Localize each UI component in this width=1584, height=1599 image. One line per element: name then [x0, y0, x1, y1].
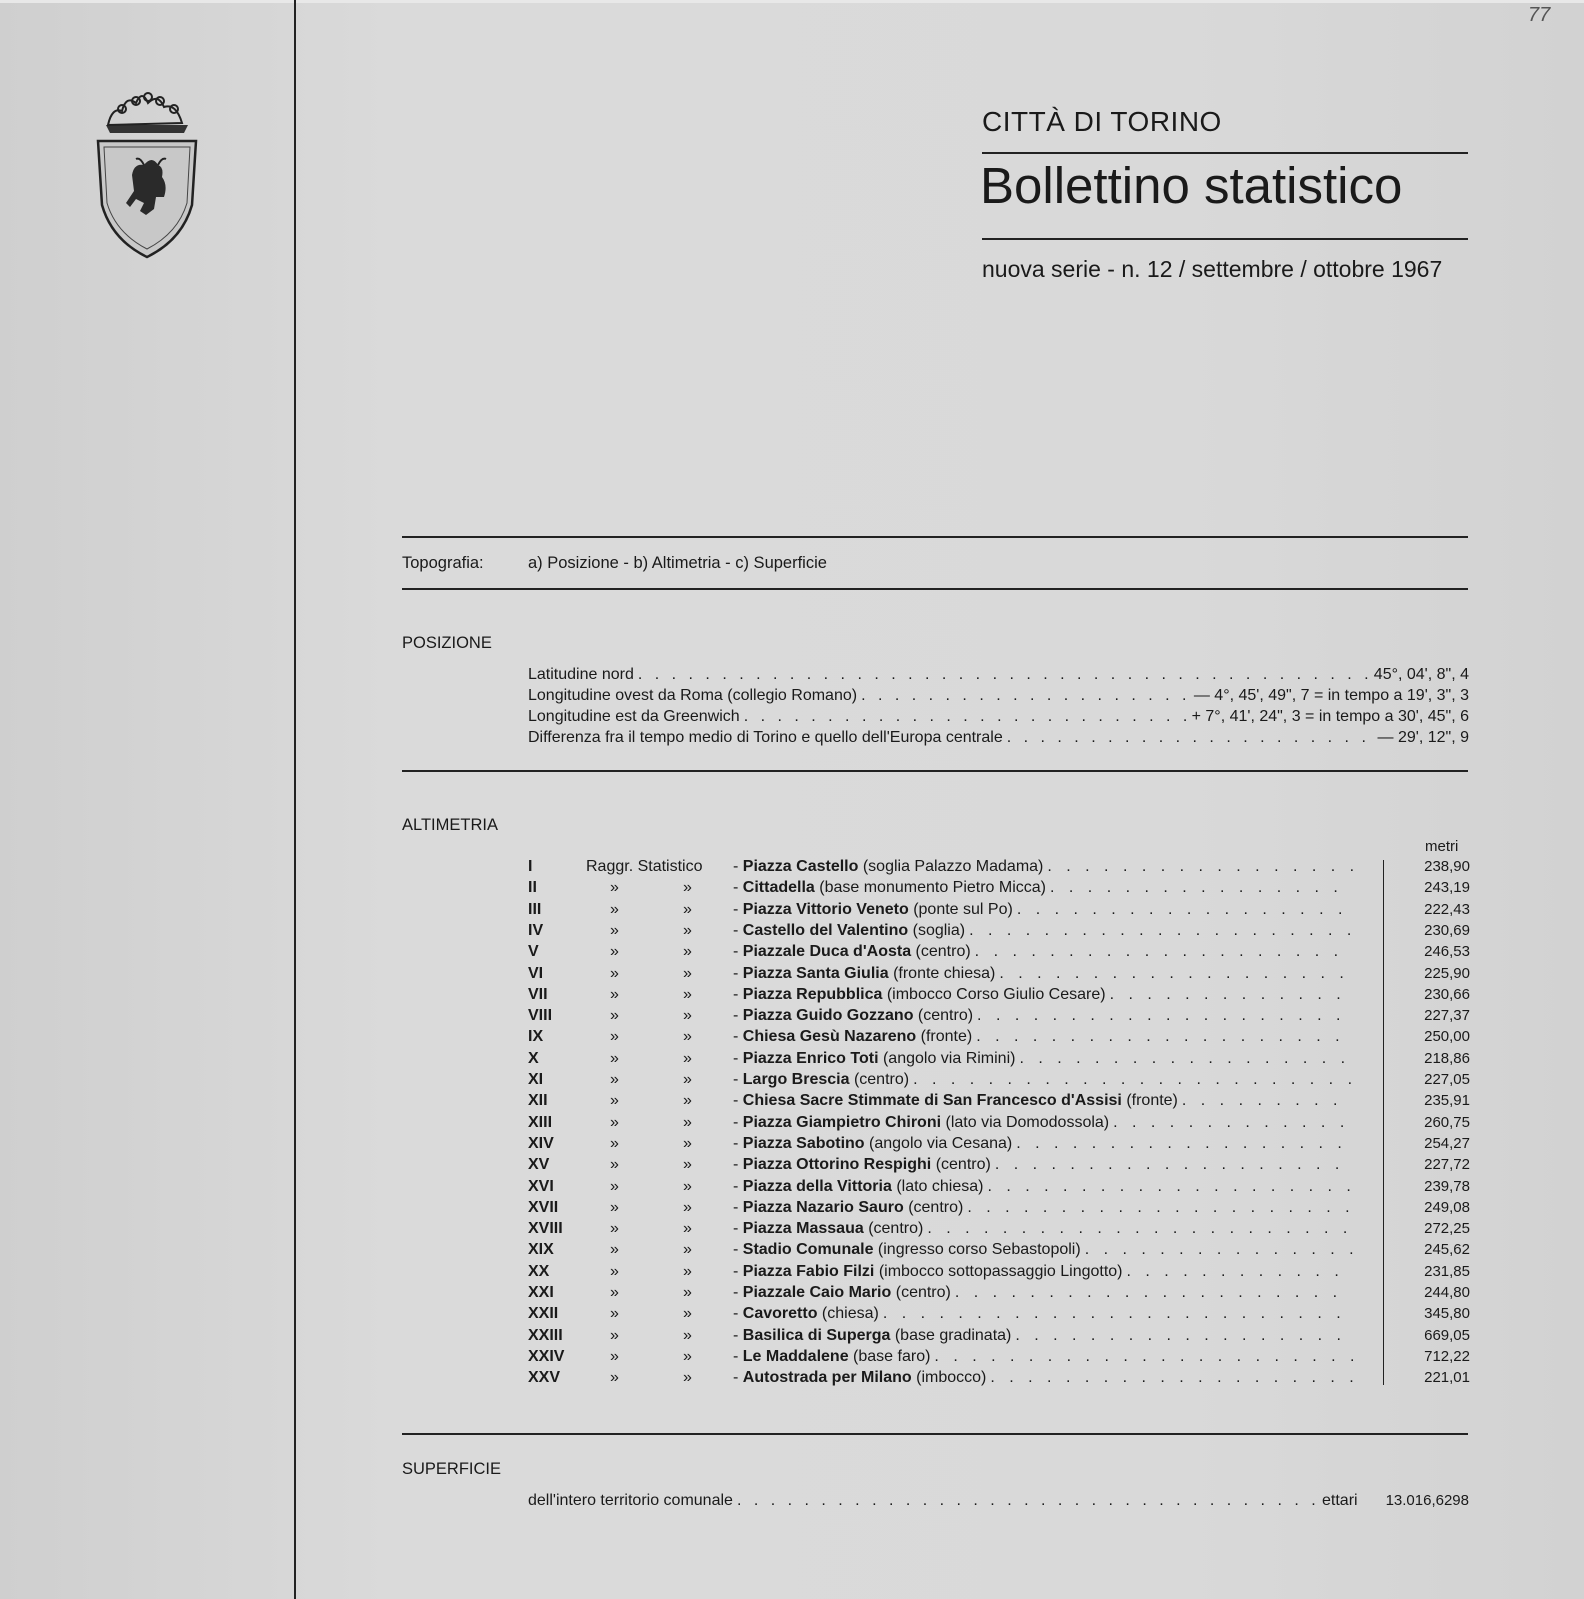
altimetria-row: [528, 1369, 1470, 1390]
location-note: (ponte sul Po): [913, 900, 1013, 918]
altitude-value: 246,53: [1424, 943, 1470, 961]
location-desc: - Basilica di Superga (base gradinata) . . .: [733, 1327, 1353, 1345]
location-desc: - Piazzale Caio Mario (centro) . . .: [733, 1284, 1353, 1302]
altimetria-row: [528, 1241, 1470, 1262]
superficie-unit: ettari: [1322, 1492, 1358, 1509]
location-note: (ingresso corso Sebastopoli): [877, 1241, 1081, 1259]
location-desc: - Piazza Sabotino (angolo via Cesana) . . .: [733, 1135, 1353, 1153]
raggr-number: III: [528, 900, 542, 918]
raggr-number: XXIV: [528, 1347, 565, 1365]
location-note: (centro): [935, 1156, 991, 1174]
altitude-value: 712,22: [1424, 1347, 1470, 1365]
raggr-number: IV: [528, 921, 544, 939]
posizione-row: [528, 666, 1469, 686]
location-note: (centro): [917, 1007, 974, 1025]
location-name: Piazza Massaua: [742, 1220, 864, 1238]
raggr-number: XXIII: [528, 1326, 563, 1344]
ditto-mark: »: [683, 1113, 692, 1131]
location-note: (centro): [915, 943, 971, 961]
raggr-number: X: [528, 1049, 539, 1067]
location-name: Cittadella: [742, 879, 815, 897]
location-name: Piazza Fabio Filzi: [742, 1262, 875, 1280]
location-note: (imbocco Corso Giulio Cesare): [886, 985, 1106, 1003]
leader-dots: [995, 1156, 1353, 1174]
raggr-number: VII: [528, 985, 548, 1003]
location-note: (fronte chiesa): [893, 964, 996, 982]
raggr-number: II: [528, 879, 537, 897]
leader-dots: [638, 666, 1370, 684]
location-name: Basilica di Superga: [742, 1326, 891, 1344]
leader-dots: [883, 1305, 1353, 1323]
altitude-value: 244,80: [1424, 1284, 1470, 1301]
location-desc: - Chiesa Gesù Nazareno (fronte) . . .: [733, 1028, 1353, 1046]
ditto-mark: »: [610, 921, 619, 939]
location-note: (angolo via Rimini): [882, 1049, 1016, 1067]
page-top-edge: [0, 0, 1584, 3]
ditto-mark: »: [610, 1220, 619, 1238]
location-name: Piazza Vittorio Veneto: [742, 900, 909, 918]
altimetria-row: [528, 986, 1470, 1007]
location-desc: - Piazza Massaua (centro) . . .: [733, 1220, 1353, 1238]
superficie-label: dell'intero territorio comunale: [528, 1492, 733, 1509]
altimetria-unit: metri: [1425, 838, 1459, 855]
ditto-mark: »: [683, 1134, 692, 1152]
location-desc: - Piazza Giampietro Chironi (lato via Domodossola) . . .: [733, 1114, 1353, 1132]
leader-dots: [976, 1028, 1353, 1046]
altimetria-row: [528, 922, 1470, 943]
location-desc: - Piazzale Duca d'Aosta (centro) . . .: [733, 943, 1353, 961]
binding-line: [294, 0, 296, 1599]
altitude-value: 227,05: [1424, 1071, 1470, 1088]
posizione-value: — 29', 12", 9: [1377, 729, 1469, 746]
ditto-mark: »: [683, 1326, 692, 1344]
ditto-mark: »: [683, 985, 692, 1003]
location-name: Autostrada per Milano: [742, 1369, 912, 1387]
leader-dots: [927, 1220, 1353, 1238]
altimetria-row: [528, 1305, 1470, 1326]
altimetria-row: [528, 879, 1470, 900]
ditto-mark: »: [683, 1241, 692, 1259]
location-desc: - Piazza Vittorio Veneto (ponte sul Po) . . .: [733, 901, 1353, 919]
altimetria-row: [528, 1071, 1470, 1092]
posizione-label: Longitudine est da Greenwich: [528, 708, 740, 725]
raggr-prefix: Raggr. Statistico: [586, 858, 703, 875]
location-name: Castello del Valentino: [742, 921, 909, 939]
ditto-mark: »: [683, 1049, 692, 1067]
altitude-value: 250,00: [1424, 1028, 1470, 1046]
location-name: Piazzale Duca d'Aosta: [742, 943, 912, 961]
ditto-mark: »: [683, 1198, 692, 1216]
location-desc: - Piazza Repubblica (imbocco Corso Giulio Cesare) . . .: [733, 986, 1353, 1004]
altimetria-row: [528, 965, 1470, 986]
location-note: (imbocco sottopassaggio Lingotto): [878, 1262, 1123, 1280]
location-note: (base gradinata): [894, 1326, 1012, 1344]
page-title: Bollettino statistico: [980, 157, 1403, 214]
location-desc: - Piazza Nazario Sauro (centro) . . .: [733, 1199, 1353, 1217]
raggr-number: XVII: [528, 1198, 559, 1216]
altimetria-row: [528, 1220, 1470, 1241]
ditto-mark: »: [683, 1177, 692, 1195]
altitude-value: 230,69: [1424, 921, 1470, 939]
header-rule-bottom: [982, 238, 1468, 240]
location-note: (centro): [895, 1284, 951, 1301]
location-note: (base faro): [853, 1347, 931, 1365]
location-desc: - Piazza Guido Gozzano (centro) . . .: [733, 1007, 1353, 1025]
city-name: CITTÀ DI TORINO: [982, 106, 1222, 137]
location-name: Piazza Santa Giulia: [742, 964, 889, 982]
location-name: Stadio Comunale: [742, 1241, 874, 1259]
altitude-value: 345,80: [1424, 1305, 1470, 1323]
handwritten-page-number: 77: [1528, 4, 1551, 26]
altitude-value: 227,72: [1424, 1156, 1470, 1174]
location-note: (lato via Domodossola): [945, 1113, 1110, 1131]
raggr-number: XX: [528, 1262, 550, 1280]
ditto-mark: »: [610, 1113, 619, 1131]
altitude-value: 260,75: [1424, 1113, 1470, 1131]
altitude-value: 245,62: [1424, 1241, 1470, 1259]
raggr-number: XIV: [528, 1134, 554, 1152]
leader-dots: [1015, 1327, 1353, 1345]
leader-dots: [1019, 1050, 1353, 1068]
raggr-number: XXI: [528, 1284, 554, 1301]
altitude-value: 243,19: [1424, 879, 1470, 897]
leader-dots: [934, 1348, 1353, 1366]
ditto-mark: »: [610, 1241, 619, 1259]
raggr-number: I: [528, 858, 533, 875]
location-desc: - Largo Brescia (centro) . . .: [733, 1071, 1353, 1089]
location-desc: - Cittadella (base monumento Pietro Micca) . . .: [733, 879, 1353, 897]
location-name: Piazza della Vittoria: [742, 1177, 892, 1195]
location-desc: - Cavoretto (chiesa) . . .: [733, 1305, 1353, 1323]
altitude-value: 227,37: [1424, 1007, 1470, 1025]
location-name: Largo Brescia: [742, 1071, 850, 1088]
altitude-value: 225,90: [1424, 964, 1470, 982]
location-desc: - Piazza Fabio Filzi (imbocco sottopassaggio Lingotto) . . .: [733, 1263, 1353, 1281]
altimetria-heading: ALTIMETRIA: [402, 816, 498, 834]
location-note: (soglia): [912, 921, 966, 939]
posizione-label: Longitudine ovest da Roma (collegio Romano): [528, 687, 858, 704]
raggr-number: XIX: [528, 1241, 554, 1259]
leader-dots: [1085, 1241, 1353, 1259]
leader-dots: [1050, 879, 1353, 897]
altitude-value: 235,91: [1424, 1092, 1470, 1110]
location-name: Piazza Enrico Toti: [742, 1049, 879, 1067]
leader-dots: [1017, 901, 1353, 919]
altimetria-row: [528, 1135, 1470, 1156]
superficie-row: [528, 1492, 1469, 1512]
altimetria-row: [528, 1284, 1470, 1305]
posizione-label: Latitudine nord: [528, 666, 634, 683]
raggr-number: XII: [528, 1092, 548, 1110]
location-note: (centro): [908, 1198, 964, 1216]
leader-dots: [967, 1199, 1353, 1217]
ditto-mark: »: [610, 1156, 619, 1174]
location-name: Piazzale Caio Mario: [742, 1284, 892, 1301]
altimetria-row: [528, 1348, 1470, 1369]
altimetria-row: [528, 1199, 1470, 1220]
location-note: (centro): [853, 1071, 910, 1088]
posizione-row: [528, 729, 1469, 749]
altitude-value: 222,43: [1424, 900, 1470, 918]
location-name: Piazza Guido Gozzano: [742, 1007, 914, 1025]
altimetria-row: [528, 1114, 1470, 1135]
ditto-mark: »: [683, 1369, 692, 1387]
leader-dots: [1047, 858, 1353, 876]
superficie-value: 13.016,6298: [1385, 1492, 1469, 1509]
ditto-mark: »: [610, 1028, 619, 1046]
altitude-value: 254,27: [1424, 1134, 1470, 1152]
location-note: (soglia Palazzo Madama): [862, 858, 1044, 875]
posizione-row: [528, 708, 1469, 728]
posizione-value: + 7°, 41', 24", 3 = in tempo a 30', 45", 6: [1191, 708, 1469, 725]
location-note: (chiesa): [821, 1305, 879, 1323]
ditto-mark: »: [610, 1198, 619, 1216]
section-rule-altimetria: [402, 770, 1468, 772]
altimetria-row: [528, 858, 1470, 879]
raggr-number: XVI: [528, 1177, 554, 1195]
leader-dots: [975, 943, 1353, 961]
leader-dots: [1007, 729, 1374, 747]
altitude-value: 221,01: [1424, 1369, 1470, 1387]
location-name: Piazza Giampietro Chironi: [742, 1113, 942, 1131]
ditto-mark: »: [610, 1369, 619, 1387]
coat-of-arms-icon: [92, 85, 202, 265]
ditto-mark: »: [683, 1305, 692, 1323]
location-desc: - Stadio Comunale (ingresso corso Sebastopoli) . . .: [733, 1241, 1353, 1259]
topografia-text: a) Posizione - b) Altimetria - c) Superficie: [528, 554, 827, 572]
altitude-value: 238,90: [1424, 858, 1470, 875]
raggr-number: XV: [528, 1156, 550, 1174]
altimetria-row: [528, 1007, 1470, 1028]
leader-dots: [913, 1071, 1353, 1089]
raggr-number: XIII: [528, 1113, 553, 1131]
ditto-mark: »: [610, 1177, 619, 1195]
posizione-value: 45°, 04', 8", 4: [1373, 666, 1469, 683]
ditto-mark: »: [683, 921, 692, 939]
altitude-value: 272,25: [1424, 1220, 1470, 1238]
ditto-mark: »: [610, 1007, 619, 1025]
ditto-mark: »: [610, 900, 619, 918]
ditto-mark: »: [610, 1071, 619, 1088]
ditto-mark: »: [610, 1134, 619, 1152]
ditto-mark: »: [610, 1347, 619, 1365]
altimetria-row: [528, 943, 1470, 964]
altitude-value: 231,85: [1424, 1262, 1470, 1280]
location-desc: - Le Maddalene (base faro) . . .: [733, 1348, 1353, 1366]
leader-dots: [999, 965, 1353, 983]
ditto-mark: »: [683, 1284, 692, 1301]
altimetria-row: [528, 1028, 1470, 1049]
leader-dots: [744, 708, 1188, 726]
location-desc: - Piazza Castello (soglia Palazzo Madama) . . .: [733, 858, 1353, 876]
location-note: (angolo via Cesana): [869, 1134, 1013, 1152]
location-desc: - Piazza Ottorino Respighi (centro) . . .: [733, 1156, 1353, 1174]
location-name: Piazza Nazario Sauro: [742, 1198, 904, 1216]
leader-dots: [1127, 1263, 1353, 1281]
altitude-value: 218,86: [1424, 1049, 1470, 1067]
altimetria-row: [528, 1327, 1470, 1348]
leader-dots: [1110, 986, 1353, 1004]
ditto-mark: »: [683, 1262, 692, 1280]
raggr-number: VI: [528, 964, 544, 982]
ditto-mark: »: [610, 1284, 619, 1301]
location-note: (fronte): [1126, 1092, 1178, 1110]
ditto-mark: »: [683, 943, 692, 961]
location-name: Piazza Castello: [742, 858, 859, 875]
raggr-number: VIII: [528, 1007, 553, 1025]
ditto-mark: »: [610, 1262, 619, 1280]
ditto-mark: »: [610, 943, 619, 961]
location-name: Cavoretto: [742, 1305, 818, 1323]
issue-subtitle: nuova serie - n. 12 / settembre / ottobre 1967: [982, 256, 1443, 282]
raggr-number: IX: [528, 1028, 544, 1046]
raggr-number: XXV: [528, 1369, 561, 1387]
posizione-label: Differenza fra il tempo medio di Torino e quello dell'Europa centrale: [528, 729, 1003, 746]
altimetria-row: [528, 1156, 1470, 1177]
ditto-mark: »: [683, 1220, 692, 1238]
leader-dots: [955, 1284, 1353, 1302]
ditto-mark: »: [683, 879, 692, 897]
ditto-mark: »: [683, 1028, 692, 1046]
location-note: (fronte): [920, 1028, 973, 1046]
ditto-mark: »: [610, 1092, 619, 1110]
leader-dots: [1016, 1135, 1353, 1153]
superficie-heading: SUPERFICIE: [402, 1460, 502, 1478]
raggr-number: XXII: [528, 1305, 559, 1323]
section-rule-posizione: [402, 588, 1468, 590]
altitude-value: 249,08: [1424, 1198, 1470, 1216]
altimetria-row: [528, 1050, 1470, 1071]
ditto-mark: »: [683, 1347, 692, 1365]
location-note: (lato chiesa): [896, 1177, 984, 1195]
leader-dots: [1182, 1092, 1353, 1110]
ditto-mark: »: [683, 964, 692, 982]
raggr-number: V: [528, 943, 539, 961]
section-rule-topografia: [402, 536, 1468, 538]
ditto-mark: »: [610, 1305, 619, 1323]
location-desc: - Castello del Valentino (soglia) . . .: [733, 922, 1353, 940]
posizione-heading: POSIZIONE: [402, 634, 492, 652]
location-note: (centro): [868, 1220, 924, 1238]
location-desc: - Piazza Enrico Toti (angolo via Rimini) . . .: [733, 1050, 1353, 1068]
location-note: (imbocco): [916, 1369, 987, 1387]
leader-dots: [1113, 1114, 1353, 1132]
location-name: Chiesa Sacre Stimmate di San Francesco d'Assisi: [742, 1092, 1122, 1110]
posizione-value: — 4°, 45', 49", 7 = in tempo a 19', 3", 3: [1193, 687, 1469, 704]
ditto-mark: »: [610, 879, 619, 897]
altitude-value: 230,66: [1424, 985, 1470, 1003]
location-name: Le Maddalene: [742, 1347, 849, 1365]
location-desc: - Autostrada per Milano (imbocco) . . .: [733, 1369, 1353, 1387]
ditto-mark: »: [683, 1071, 692, 1088]
altimetria-row: [528, 901, 1470, 922]
altimetria-row: [528, 1092, 1470, 1113]
topografia-label: Topografia:: [402, 554, 484, 572]
leader-dots: [977, 1007, 1353, 1025]
ditto-mark: »: [610, 1049, 619, 1067]
ditto-mark: »: [683, 900, 692, 918]
location-name: Piazza Sabotino: [742, 1134, 865, 1152]
ditto-mark: »: [683, 1007, 692, 1025]
ditto-mark: »: [610, 964, 619, 982]
raggr-number: XVIII: [528, 1220, 563, 1238]
posizione-row: [528, 687, 1469, 707]
raggr-number: XI: [528, 1071, 544, 1088]
ditto-mark: »: [683, 1156, 692, 1174]
location-desc: - Piazza Santa Giulia (fronte chiesa) . . .: [733, 965, 1353, 983]
altimetria-row: [528, 1263, 1470, 1284]
altitude-value: 239,78: [1424, 1177, 1470, 1195]
ditto-mark: »: [683, 1092, 692, 1110]
leader-dots: [969, 922, 1353, 940]
header-rule-top: [982, 152, 1468, 154]
location-desc: - Chiesa Sacre Stimmate di San Francesco d'Assisi (fronte) . . .: [733, 1092, 1353, 1110]
location-note: (base monumento Pietro Micca): [819, 879, 1047, 897]
ditto-mark: »: [610, 1326, 619, 1344]
altitude-value: 669,05: [1424, 1326, 1470, 1344]
altimetria-row: [528, 1178, 1470, 1199]
leader-dots: [861, 687, 1190, 705]
section-rule-superficie: [402, 1433, 1468, 1435]
location-desc: - Piazza della Vittoria (lato chiesa) . . .: [733, 1178, 1353, 1196]
ditto-mark: »: [610, 985, 619, 1003]
leader-dots: [737, 1492, 1318, 1510]
location-name: Piazza Repubblica: [742, 985, 883, 1003]
leader-dots: [990, 1369, 1353, 1387]
location-name: Chiesa Gesù Nazareno: [742, 1028, 917, 1046]
location-name: Piazza Ottorino Respighi: [742, 1156, 932, 1174]
leader-dots: [987, 1178, 1353, 1196]
